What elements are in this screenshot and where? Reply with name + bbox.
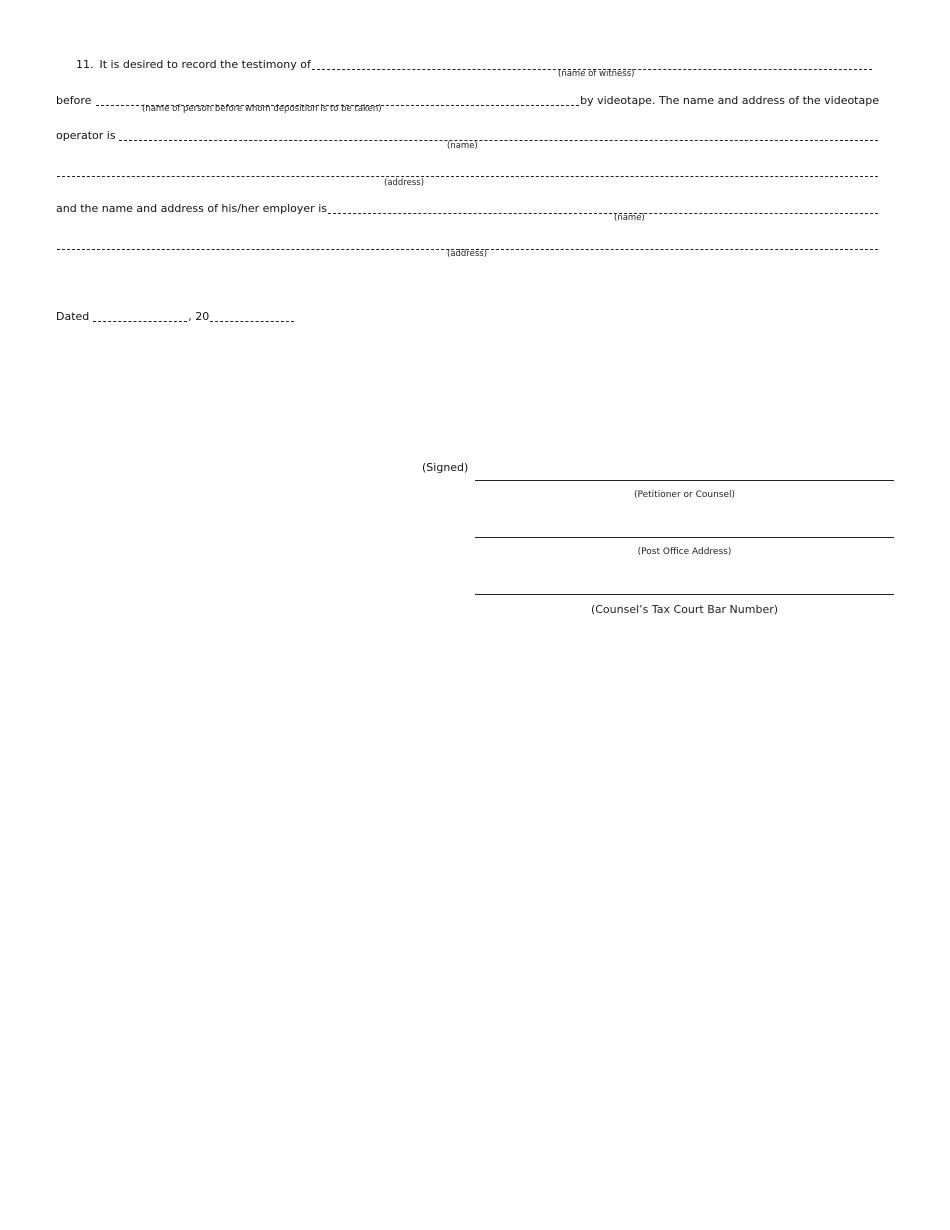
signature-line[interactable] [475,480,894,481]
dated-row [56,308,296,324]
testimony-row [76,56,873,72]
videotape-text: by videotape. The name and address of the videotape [580,94,879,107]
operator-name-caption: (name) [447,141,478,151]
testimony-intro: It is desired to record the testimony of [99,58,311,71]
year-prefix: , 20 [188,310,210,323]
employer-address-caption: (address) [447,249,488,259]
petitioner-counsel-caption: (Petitioner or Counsel) [633,490,736,500]
employer-label: and the name and address of his/her employer is [56,202,327,215]
employer-name-field[interactable] [328,201,878,214]
deposition-officer-caption: (name of person before whom deposition is to be taken) [142,104,382,114]
bar-number-caption: (Counsel’s Tax Court Bar Number) [590,603,779,616]
employer-name-caption: (name) [614,213,645,223]
dated-label: Dated [56,310,90,323]
year-field[interactable] [210,309,294,322]
paragraph-number: 11. [76,58,94,71]
operator-address-field[interactable] [57,164,878,177]
post-office-address-caption: (Post Office Address) [637,547,732,557]
bar-number-line[interactable] [475,594,894,595]
operator-address-caption: (address) [384,178,425,188]
post-office-address-line[interactable] [475,537,894,538]
signed-label: (Signed) [422,461,469,474]
witness-caption: (name of witness) [558,69,635,79]
date-field[interactable] [93,309,187,322]
operator-name-field[interactable] [119,128,878,141]
employer-row [56,200,879,216]
operator-address-row [56,163,879,179]
before-label: before [56,94,92,107]
operator-label: operator is [56,129,116,142]
